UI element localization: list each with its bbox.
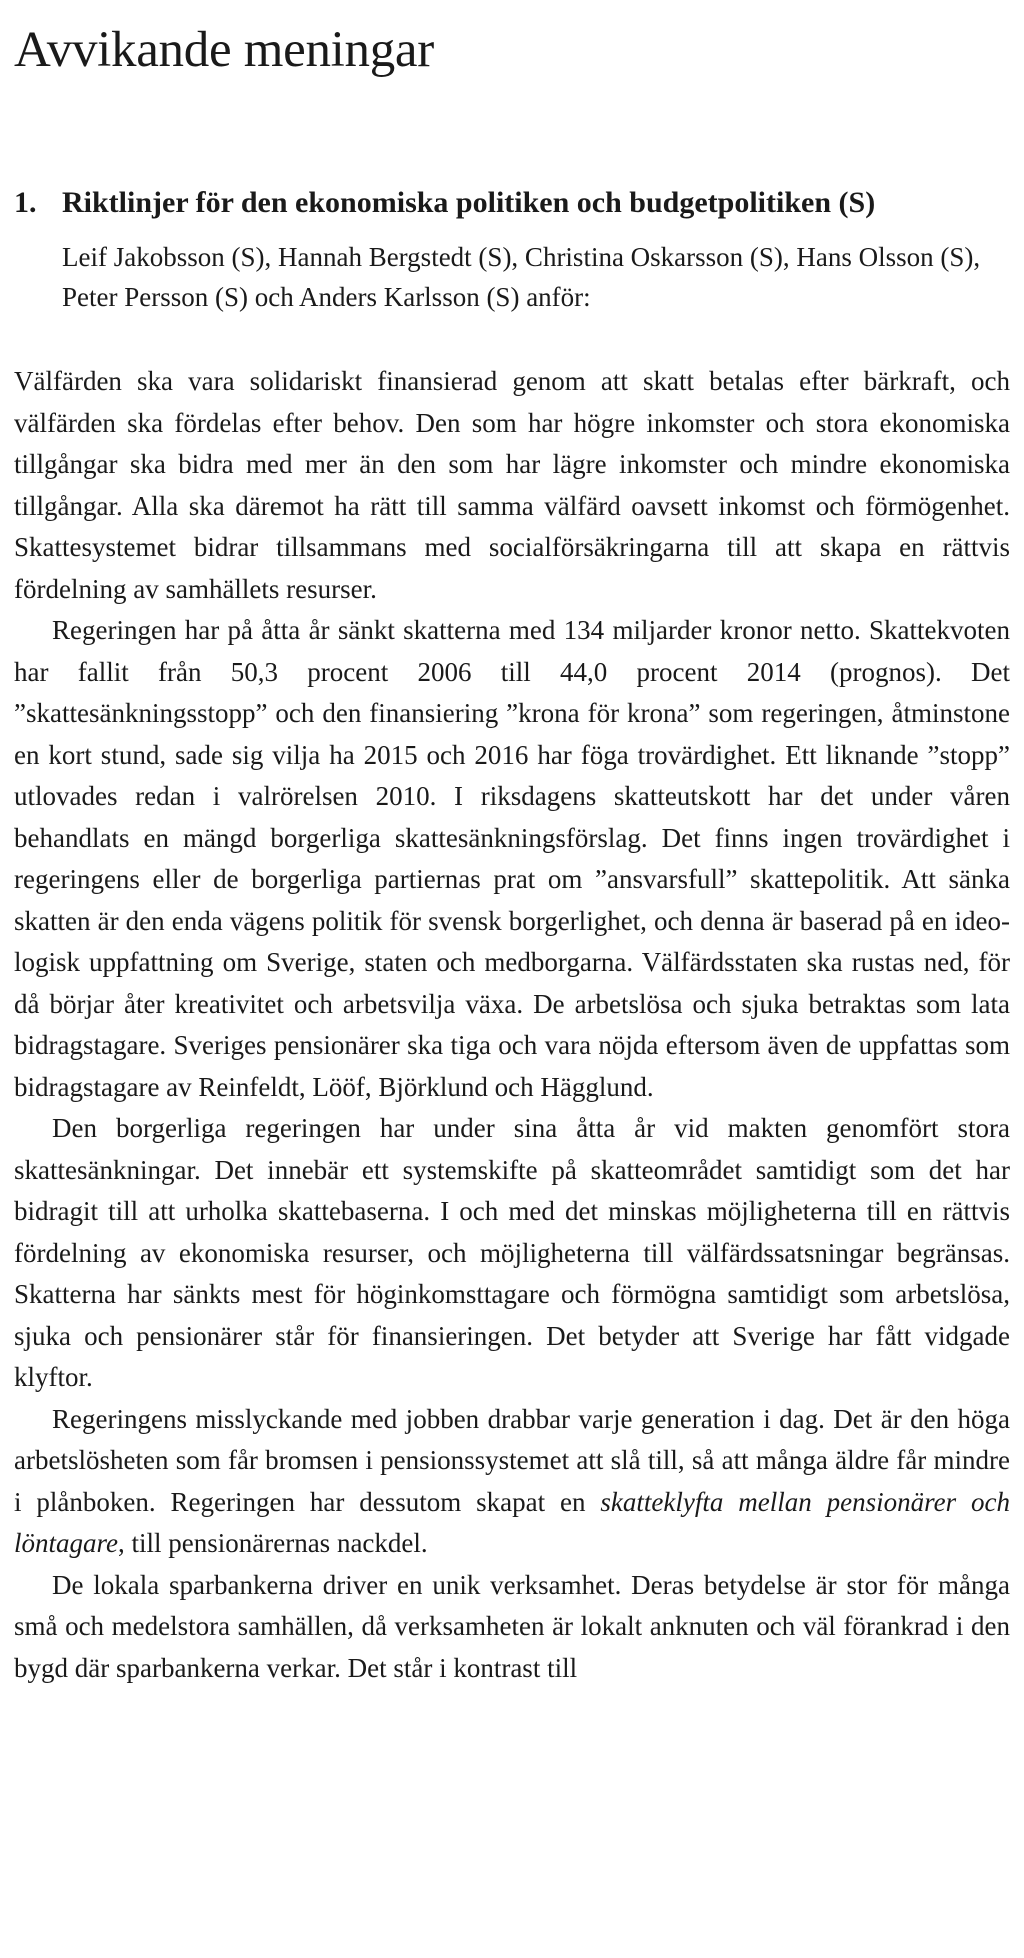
paragraph-4-italic-phrase: skatteklyfta mellan pensionärer och löntagare <box>14 1486 1010 1558</box>
authors-statement: Leif Jakobsson (S), Hannah Bergstedt (S), Christina Oskarsson (S), Hans Olsson (S), Peter Persson (S) och Anders Karlsson (S) anför: <box>62 242 981 312</box>
paragraph-4-text-start: Regeringens misslyckande med jobben drabbar varje generation i dag. Det är den höga arbetslösheten som får bromsen i pensionssystemet att slå till, så att många äldre får mindre i plånboken. Regeringen har dessutom skapat en <box>14 1403 1010 1517</box>
paragraph-4-text-end: , till pensionärernas nackdel. <box>118 1528 428 1558</box>
paragraph-1: Välfärden ska vara solidariskt finansierad genom att skatt betalas efter bärkraft, och välfärden ska fördelas efter behov. Den som har högre inkomster och stora ekonomiska tillgångar ska bidra med mer än den som har lägre inkomster och mindre ekonomiska tillgångar. Alla ska däremot ha rätt till samma välfärd oavsett inkomst och förmögenhet. Skattesystemet bidrar tillsammans med socialförsäkringarna till att skapa en rättvis fördelning av samhällets resurser. <box>14 366 1010 604</box>
section-heading <box>14 182 1010 224</box>
document-page <box>14 0 1010 1689</box>
paragraph-5: De lokala sparbankerna driver en unik verksamhet. Deras betydelse är stor för många små och medelstora samhällen, då verksamheten är lokalt anknuten och väl förankrad i den bygd där sparbankerna verkar. Det står i kontrast till <box>14 1569 1010 1683</box>
document-title: Avvikande meningar <box>14 22 434 78</box>
paragraph-2: Regeringen har på åtta år sänkt skatterna med 134 miljarder kronor netto. Skattekvoten har fallit från 50,3 procent 2006 till 44,0 procent 2014 (prognos). Det ”skattesänkningsstopp” och den finansiering ”krona för krona” som regeringen, åtminstone en kort stund, sade sig vilja ha 2015 och 2016 har föga trovärdighet. Ett liknande ”stopp” utlovades redan i valrörelsen 2010. I riksdagens skatteutskott har det under våren behandlats en mängd borgerliga skattesänkningsförslag. Det finns ingen trovärdighet i regeringens eller de borgerliga partiernas prat om ”ansvarsfull” skattepolitik. Att sänka skatten är den enda vägens politik för svensk borgerlighet, och denna är baserad på en ideologisk uppfattning om Sverige, staten och medborgarna. Välfärdsstaten ska rustas ned, för då börjar åter kreativitet och arbetsvilja växa. De arbetslösa och sjuka betraktas som lata bidragstagare. Sveriges pensionärer ska tiga och vara nöjda eftersom även de uppfattas som bidragstagare av Reinfeldt, Lööf, Björklund och Hägglund. <box>14 615 1010 1102</box>
body-text <box>14 361 1010 1689</box>
section-number: 1. <box>14 186 37 219</box>
section-heading-text: Riktlinjer för den ekonomiska politiken och budgetpolitiken (S) <box>62 186 876 219</box>
paragraph-3: Den borgerliga regeringen har under sina åtta år vid makten genomfört stora skattesänkningar. Det innebär ett systemskifte på skatteområdet samtidigt som det har bidragit till att urholka skattebaserna. I och med det minskas möjligheterna till en rättvis fördelning av ekonomiska resurser, och möjligheterna till välfärdssatsningar begränsas. Skatterna har sänkts mest för höginkomsttagare och förmögna samtidigt som arbetslösa, sjuka och pensionärer står för finansieringen. Det betyder att Sverige har fått vidgade klyftor. <box>14 1113 1010 1392</box>
paragraph-4 <box>14 1399 1010 1565</box>
